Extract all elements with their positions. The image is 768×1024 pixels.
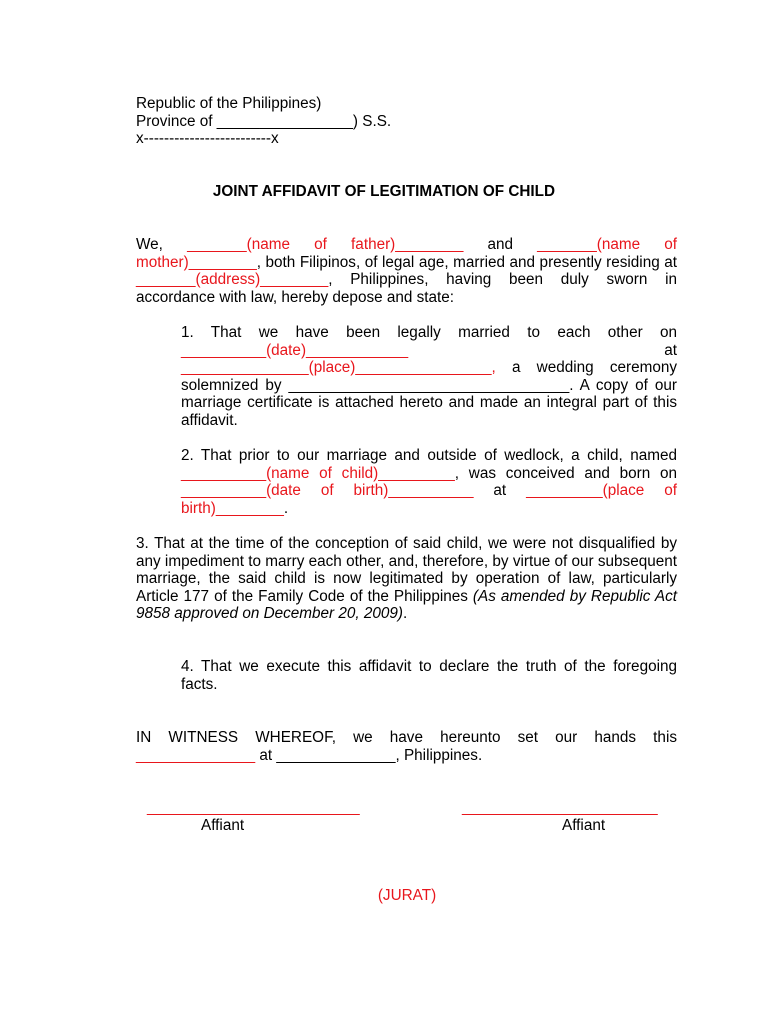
signature-line-left: _________________________ [147, 799, 360, 816]
header-republic: Republic of the Philippines) [136, 95, 322, 112]
document-title: JOINT AFFIDAVIT OF LEGITIMATION OF CHILD [212, 183, 556, 200]
amendment-note: (As amended by Republic Act 9858 approved on December 20, 2009) [136, 587, 677, 622]
paragraph-3: 3. That at the time of the conception of said child, we were not disqualified by any impediment to marry each other, and, therefore, by virtue of our subsequent marriage, the said child is now legitimated by operation of law, particularly Article 177 of the Family Code of the Philippines (As amended by Republic Act 9858 approved on December 20, 2009). [136, 535, 677, 622]
father-name-field: _______(name of father)________ [187, 236, 464, 253]
header-separator: x-------------------------x [136, 130, 279, 147]
child-name-field: __________(name of child)_________ [181, 464, 455, 482]
header-province: Province of ________________) S.S. [136, 112, 392, 130]
mother-name-field: _______(name of mother)________ [136, 236, 677, 271]
witness-date-field: ______________ [136, 746, 256, 764]
marriage-date-field: __________(date)____________ [181, 341, 409, 359]
paragraph-4: 4. That we execute this affidavit to declare the truth of the foregoing facts. [181, 658, 677, 693]
paragraph-2: 2. That prior to our marriage and outside of wedlock, a child, named __________(name of child)_________, was conceived and born on __________(date of birth)__________ at _________(place of birth)________. [181, 447, 677, 517]
header [136, 95, 556, 148]
jurat-label: (JURAT) [377, 887, 437, 904]
address-field: _______(address)________ [136, 271, 329, 288]
birth-date-field: __________(date of birth)__________ [181, 482, 474, 499]
witness-paragraph: IN WITNESS WHEREOF, we have hereunto set our hands this ______________ at ______________, Philippines. [136, 729, 677, 764]
paragraph-1: 1. That we have been legally married to each other on __________(date)____________ at _______________(place)________________, a wedding ceremony solemnized by _________________________________. A copy of our marriage certificate is attached hereto and made an integral part of this affidavit. [181, 324, 677, 429]
intro-paragraph: We, _______(name of father)________ and _______(name of mother)________, both Filipinos, of legal age, married and presently residing at _______(address)________, Philippines, having been duly sworn in accordance with law, hereby depose and state: [136, 236, 677, 306]
affiant-label-right: Affiant [562, 817, 606, 834]
birth-place-field: _________(place of birth)________ [181, 482, 677, 517]
marriage-place-field: _______________(place)________________, [181, 359, 496, 376]
affiant-label-left: Affiant [201, 817, 245, 834]
signature-line-right: _______________________ [462, 799, 658, 816]
